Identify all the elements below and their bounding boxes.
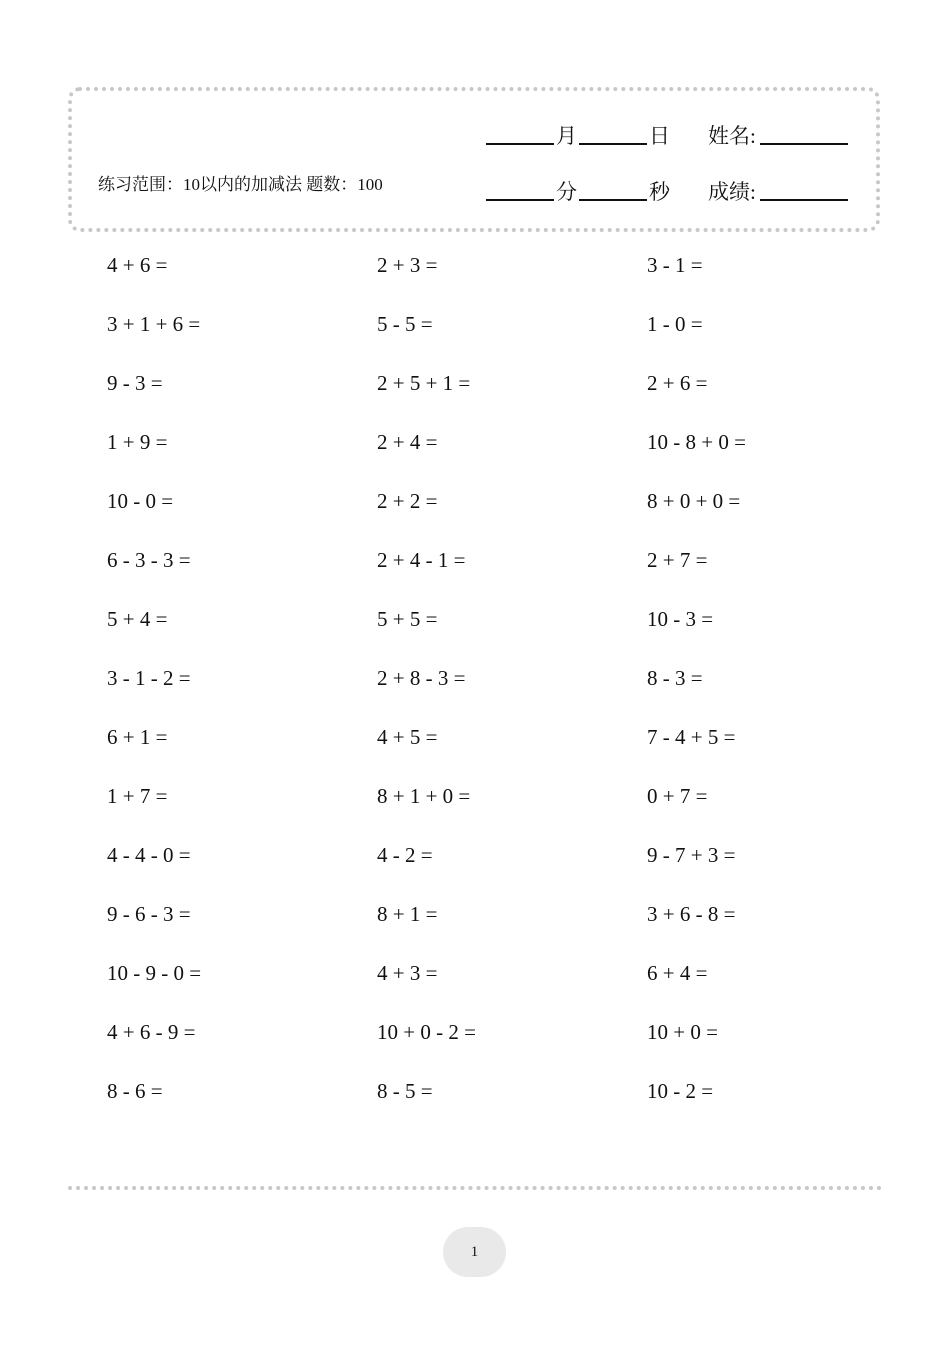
problem-row [107,604,907,663]
math-problem: 6 - 3 - 3 = [107,548,191,572]
math-problem: 8 - 5 = [377,1079,433,1103]
problem-row [107,427,907,486]
math-problem: 4 - 2 = [377,843,433,867]
month-label: 月 [556,124,577,148]
second-blank[interactable] [579,177,647,201]
math-problem: 10 + 0 = [647,1020,718,1044]
problem-row [107,1017,907,1076]
math-problem: 2 + 2 = [377,489,438,513]
math-problem: 3 + 1 + 6 = [107,312,201,336]
math-problem: 1 - 0 = [647,312,703,336]
math-problem: 8 + 1 = [377,902,438,926]
problem-row [107,722,907,781]
math-problem: 0 + 7 = [647,784,708,808]
math-problem: 2 + 6 = [647,371,708,395]
math-problem: 10 - 0 = [107,489,174,513]
math-problem: 4 + 3 = [377,961,438,985]
math-problem: 10 - 3 = [647,607,714,631]
name-blank[interactable] [760,121,848,145]
problem-row [107,781,907,840]
math-problem: 3 - 1 = [647,253,703,277]
math-problem: 3 - 1 - 2 = [107,666,191,690]
minute-label: 分 [556,180,577,204]
second-label: 秒 [649,180,670,204]
math-problem: 8 - 6 = [107,1079,163,1103]
problem-row [107,840,907,899]
math-problem: 1 + 9 = [107,430,168,454]
problem-row [107,486,907,545]
score-blank[interactable] [760,177,848,201]
math-problem: 2 + 4 = [377,430,438,454]
math-problem: 5 + 5 = [377,607,438,631]
math-problem: 3 + 6 - 8 = [647,902,736,926]
day-label: 日 [649,124,670,148]
math-problem: 6 + 1 = [107,725,168,749]
math-problem: 2 + 8 - 3 = [377,666,466,690]
math-problem: 8 + 1 + 0 = [377,784,471,808]
math-problem: 10 - 2 = [647,1079,714,1103]
math-problem: 2 + 3 = [377,253,438,277]
name-label: 姓名: [708,124,756,148]
math-problem: 7 - 4 + 5 = [647,725,736,749]
math-problem: 4 - 4 - 0 = [107,843,191,867]
page-number: 1 [443,1227,506,1277]
problem-row [107,1076,907,1135]
math-problem: 10 - 8 + 0 = [647,430,746,454]
problem-grid [107,250,907,1135]
math-problem: 4 + 6 = [107,253,168,277]
time-score-row [486,175,848,205]
math-problem: 6 + 4 = [647,961,708,985]
date-name-row [486,119,848,149]
month-blank[interactable] [486,121,554,145]
worksheet-header [68,87,880,232]
math-problem: 4 + 6 - 9 = [107,1020,196,1044]
problem-row [107,368,907,427]
math-problem: 8 + 0 + 0 = [647,489,741,513]
problem-row [107,958,907,1017]
score-label: 成绩: [708,180,756,204]
math-problem: 1 + 7 = [107,784,168,808]
math-problem: 5 - 5 = [377,312,433,336]
minute-blank[interactable] [486,177,554,201]
math-problem: 2 + 5 + 1 = [377,371,471,395]
math-problem: 9 - 3 = [107,371,163,395]
practice-range: 练习范围：10以内的加减法 题数：100 [98,175,383,194]
math-problem: 9 - 6 - 3 = [107,902,191,926]
problem-row [107,309,907,368]
problem-row [107,545,907,604]
problem-row [107,663,907,722]
problem-row [107,250,907,309]
math-problem: 4 + 5 = [377,725,438,749]
math-problem: 2 + 4 - 1 = [377,548,466,572]
math-problem: 10 - 9 - 0 = [107,961,202,985]
math-problem: 10 + 0 - 2 = [377,1020,476,1044]
problem-row [107,899,907,958]
math-problem: 8 - 3 = [647,666,703,690]
footer-divider [68,1186,882,1190]
math-problem: 5 + 4 = [107,607,168,631]
math-problem: 9 - 7 + 3 = [647,843,736,867]
math-problem: 2 + 7 = [647,548,708,572]
day-blank[interactable] [579,121,647,145]
